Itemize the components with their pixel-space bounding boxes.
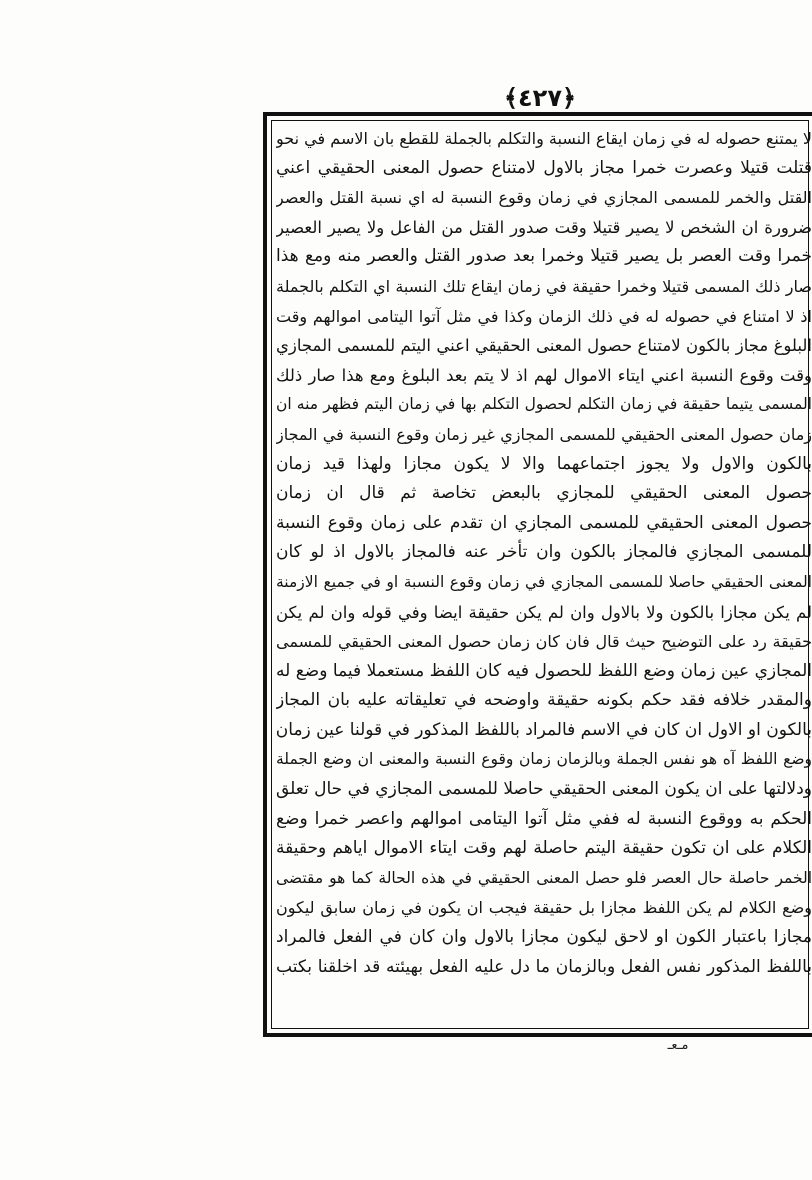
text-line: المسمى يتيما حقيقة في زمان التكلم لحصول التكلم بها في زمان اليتم فظهر منه ان [276, 395, 812, 414]
text-line: قتلت قتيلا وعصرت خمرا مجاز بالاول لامتناع حصول المعنى الحقيقي اعني [276, 157, 812, 178]
text-body [276, 124, 812, 1024]
text-line: بالكون او الاول ان كان في الاسم فالمراد باللفظ المذكور في قولنا عين زمان [276, 719, 812, 740]
text-line: وضع اللفظ آه هو نفس الجملة وبالزمان زمان وقوع النسبة والمعنى ان وضع الجملة [276, 750, 812, 769]
text-line: الحكم به ووقوع النسبة له ففي مثل آتوا اليتامى اموالهم واعصر خمرا وضع [276, 808, 812, 829]
text-line: للمسمى المجازي فالمجاز بالكون وان تأخر عنه فالمجاز بالاول اذ لو كان [276, 542, 812, 563]
text-line: حصول المعنى الحقيقي للمجازي بالبعض تخاصة ثم قال ان زمان [276, 483, 812, 504]
text-line: حقيقة رد على التوضيح حيث قال فان كان زمان حصول المعنى الحقيقي للمسمى [276, 632, 812, 652]
text-line: بالكون والاول ولا يجوز اجتماعهما والا لا يكون مجازا ولهذا قيد زمان [276, 453, 812, 474]
text-line: القتل والخمر للمسمى المجازي في زمان وقوع النسبة له اي نسبة القتل والعصر [276, 188, 812, 208]
text-line: ضرورة ان الشخص لا يصير قتيلا وقت صدور القتل من الفاعل ولا يصير العصير [276, 217, 812, 237]
text-line: لا يمتنع حصوله له في زمان ايقاع النسبة والتكلم بالجملة للقطع بان الاسم في نحو [276, 129, 812, 148]
text-line: البلوغ مجاز بالكون لامتناع حصول المعنى الحقيقي اعني اليتم للمسمى المجازي [276, 336, 812, 356]
text-line: حصول المعنى الحقيقي للمسمى المجازي ان تقدم على زمان وقوع النسبة [276, 512, 812, 533]
text-line: خمرا وقت العصر بل يصير قتيلا وخمرا بعد صدور القتل والعصر منه ومع هذا [276, 246, 812, 267]
text-line: لم يكن مجازا بالكون ولا بالاول وان لم يكن حقيقة ايضا وفي قوله وان لم يكن [276, 602, 812, 622]
text-line: اذ لا امتناع في حصوله له في ذلك الزمان وكذا في مثل آتوا اليتامى اموالهم وقت [276, 306, 812, 326]
catchword-mark: مـعـ [667, 1038, 689, 1053]
text-line: الخمر حاصلة حال العصر فلو حصل المعنى الحقيقي في هذه الحالة كما هو مقتضى [276, 868, 812, 887]
text-line: والمقدر خلافه فقد حكم بكونه حقيقة واوضحه في تعليقاته عليه بان المجاز [276, 690, 812, 711]
text-line: وقت وقوع النسبة اعني ايتاء الاموال لهم اذ لا يتم بعد البلوغ ومع هذا صار ذلك [276, 365, 812, 385]
page-number: ﴿٤٢٧﴾ [503, 84, 577, 112]
text-line: المعنى الحقيقي حاصلا للمسمى المجازي في زمان وقوع النسبة او في جميع الازمنة [276, 572, 812, 591]
text-line: المجازي عين زمان وضع اللفظ للحصول فيه كان اللفظ مستعملا فيما وضع له [276, 660, 812, 681]
text-line: باللفظ المذكور نفس الفعل وبالزمان ما دل عليه الفعل بهيئته قد اخلقنا بكتب [276, 956, 812, 977]
text-line: زمان حصول المعنى الحقيقي للمسمى المجازي غير زمان وقوع النسبة في المجاز [276, 424, 812, 444]
text-line: صار ذلك المسمى قتيلا وخمرا حقيقة في زمان ايقاع تلك النسبة اي التكلم بالجملة [276, 276, 812, 296]
text-line: الكلام على ان تكون حقيقة اليتم حاصلة لهم وقت ايتاء الاموال اياهم وحقيقة [276, 838, 812, 859]
text-line: وضع الكلام لم يكن اللفظ مجازا بل حقيقة فيجب ان يكون في زمان سابق ليكون [276, 898, 812, 918]
text-line: مجازا باعتبار الكون او لاحق ليكون مجازا بالاول وان كان في الفعل فالمراد [276, 927, 812, 948]
text-line: ودلالتها على ان يكون المعنى الحقيقي حاصلا للمسمى المجازي في حال تعلق [276, 779, 812, 800]
